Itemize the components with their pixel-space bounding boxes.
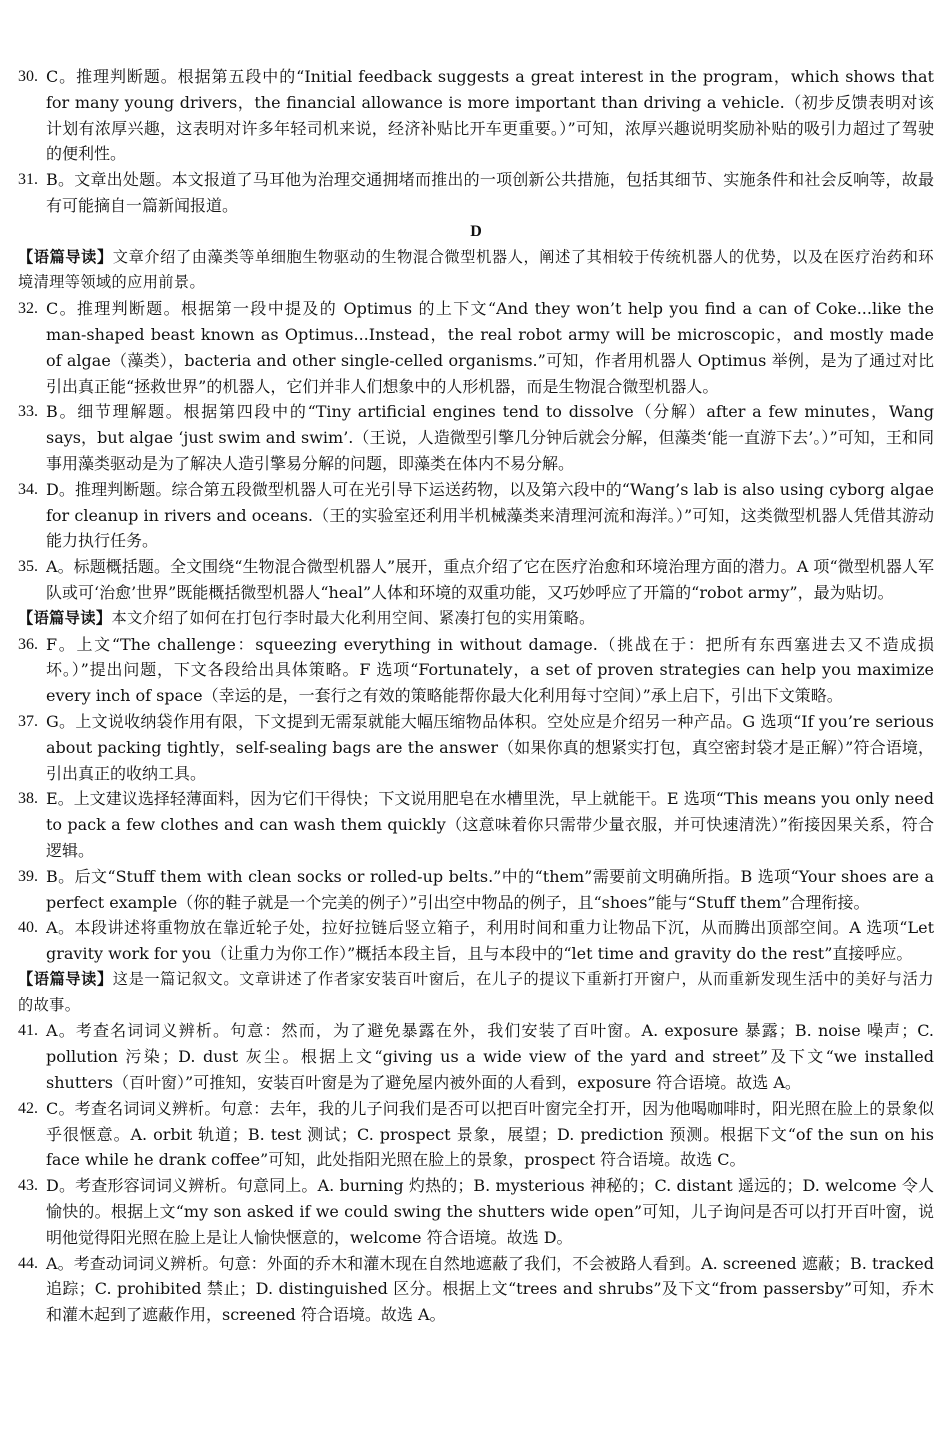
passage-guide-seven-choice [18,606,934,632]
answer-item-44 [18,1251,934,1328]
guide-text: 本文介绍了如何在打包行李时最大化利用空间、紧凑打包的实用策略。 [111,608,595,627]
item-text: E。上文建议选择轻薄面料，因为它们干得快；下文说用肥皂在水槽里洗，早上就能干。E 选项“This means you only need to pack a few clothes and can wash them quickly（这意味着你只需带少量衣服，并可快速清洗）”衔接因果关系，符合逻辑。 [46,789,934,860]
item-text: D。考查形容词词义辨析。句意同上。A. burning 灼热的；B. mysterious 神秘的；C. distant 遥远的；D. welcome 令人愉快的。根据上文“my son asked if we could swing the shutters wide open”可知，儿子询问是否可以打开百叶窗，说明他觉得阳光照在脸上是让人愉快惬意的，welcome 符合语境。故选 D。 [46,1176,934,1247]
answer-item-35 [18,554,934,606]
item-number: 31. [18,171,38,189]
item-number: 39. [18,867,38,885]
answer-item-36 [18,632,934,709]
item-text: G。上文说收纳袋作用有限，下文提到无需泵就能大幅压缩物品体积。空处应是介绍另一种产品。G 选项“If you’re serious about packing tightly，self-sealing bags are the answer（如果你真的想紧实打包，真空密封袋才是正解）”符合语境，引出真正的收纳工具。 [46,711,934,783]
item-number: 37. [18,712,38,730]
item-number: 33. [18,403,38,421]
guide-tag: 【语篇导读】 [18,969,113,988]
item-number: 40. [18,919,38,937]
answer-item-33 [18,399,934,476]
item-number: 36. [18,635,38,653]
item-number: 42. [18,1099,38,1117]
guide-text: 这是一篇记叙文。文章讲述了作者家安装百叶窗后，在儿子的提议下重新打开窗户，从而重新发现生活中的美好与活力的故事。 [18,969,934,1014]
item-number: 35. [18,558,38,576]
answer-item-43 [18,1173,934,1250]
item-number: 44. [18,1254,38,1272]
item-number: 32. [18,300,38,318]
section-title-d: D [470,222,482,240]
answer-item-40 [18,915,934,967]
guide-text: 文章介绍了由藻类等单细胞生物驱动的生物混合微型机器人，阐述了其相较于传统机器人的优势，以及在医疗治药和环境清理等领域的应用前景。 [18,247,934,292]
guide-tag: 【语篇导读】 [18,608,112,627]
item-text: D。推理判断题。综合第五段微型机器人可在光引导下运送药物，以及第六段中的“Wang’s lab is also using cyborg algae for cleanup in rivers and oceans.（王的实验室还利用半机械藻类来清理河流和海洋。）”可知，这类微型机器人凭借其游动能力执行任务。 [46,479,934,551]
answer-item-39 [18,864,934,916]
answer-item-34 [18,477,934,554]
item-text: A。本段讲述将重物放在靠近轮子处，拉好拉链后竖立箱子，利用时间和重力让物品下沉，从而腾出顶部空间。A 选项“Let gravity work for you（让重力为你工作）”概括本段主旨，且与本段中的“let time and gravity do the rest”直接呼应。 [46,918,934,964]
item-text: B。文章出处题。本文报道了马耳他为治理交通拥堵而推出的一项创新公共措施，包括其细节、实施条件和社会反响等，故最有可能摘自一篇新闻报道。 [46,170,934,215]
answer-item-30 [18,64,934,167]
answer-item-38 [18,786,934,863]
item-text: B。细节理解题。根据第四段中的“Tiny artificial engines tend to dissolve（分解）after a few minutes，Wang says，but algae ‘just swim and swim’.（王说，人造微型引擎几分钟后就会分解，但藻类‘能一直游下去’。）”可知，王和同事用藻类驱动是为了解决人造引擎易分解的问题，即藻类在体内不易分解。 [46,402,934,473]
item-text: F。上文“The challenge：squeezing everything in without damage.（挑战在于：把所有东西塞进去又不造成损坏。）”提出问题，下文各段给出具体策略。F 选项“Fortunately，a set of proven strategies can help you maximize every inch of space（幸运的是，一套行之有效的策略能帮你最大化利用每寸空间）”承上启下，引出下文策略。 [46,634,934,706]
answer-item-41 [18,1018,934,1095]
item-text: A。考查动词词义辨析。句意：外面的乔木和灌木现在自然地遮蔽了我们，不会被路人看到。A. screened 遮蔽；B. tracked 追踪；C. prohibited 禁止；D. distinguished 区分。根据上文“trees and shrubs”及下文“from passersby”可知，乔木和灌木起到了遮蔽作用，screened 符合语境。故选 A。 [46,1253,934,1325]
item-text: A。考查名词词义辨析。句意：然而，为了避免暴露在外，我们安装了百叶窗。A. exposure 暴露；B. noise 噪声；C. pollution 污染；D. dust 灰尘。根据上文“giving us a wide view of the yard and street”及下文“we installed shutters（百叶窗）”可推知，安装百叶窗是为了避免屋内被外面的人看到，exposure 符合语境。故选 A。 [46,1021,934,1093]
item-number: 38. [18,790,38,808]
guide-tag: 【语篇导读】 [18,247,113,266]
item-text: A。标题概括题。全文围绕“生物混合微型机器人”展开，重点介绍了它在医疗治愈和环境治理方面的潜力。A 项“微型机器人军队或可‘治愈’世界”既能概括微型机器人“heal”人体和环境的双重功能，又巧妙呼应了开篇的“robot army”，最为贴切。 [46,557,934,602]
answer-item-42 [18,1096,934,1173]
item-number: 41. [18,1022,38,1040]
item-number: 43. [18,1177,38,1195]
item-text: C。推理判断题。根据第五段中的“Initial feedback suggests a great interest in the program，which shows that for many young drivers，the financial allowance is more important than driving a vehicle.（初步反馈表明对该计划有浓厚兴趣，这表明对许多年轻司机来说，经济补贴比开车更重要。）”可知，浓厚兴趣说明奖励补贴的吸引力超过了驾驶的便利性。 [46,67,934,164]
answer-item-37 [18,709,934,786]
item-text: B。后文“Stuff them with clean socks or rolled-up belts.”中的“them”需要前文明确所指。B 选项“Your shoes are a perfect example（你的鞋子就是一个完美的例子）”引出空中物品的例子，且“shoes”能与“Stuff them”合理衔接。 [46,866,934,912]
item-number: 34. [18,480,38,498]
passage-guide-cloze [18,967,934,1019]
passage-guide-d [18,245,934,297]
answer-item-31 [18,167,934,219]
item-text: C。推理判断题。根据第一段中提及的 Optimus 的上下文“And they won’t help you find a can of Coke...like the man-shaped beast known as Optimus...Instead，the real robot army will be microscopic，and mostly made of algae（藻类），bacteria and other single-celled organisms.”可知，作者用机器人 Optimus 举例，是为了通过对比引出真正能“拯救世界”的机器人，它们并非人们想象中的人形机器，而是生物混合微型机器人。 [46,299,934,396]
item-text: C。考查名词词义辨析。句意：去年，我的儿子问我们是否可以把百叶窗完全打开，因为他喝咖啡时，阳光照在脸上的景象似乎很惬意。A. orbit 轨道；B. test 测试；C. prospect 景象，展望；D. prediction 预测。根据下文“of the sun on his face while he drank coffee”可知，此处指阳光照在脸上的景象，prospect 符合语境。故选 C。 [46,1098,934,1170]
answer-item-32 [18,296,934,399]
item-number: 30. [18,68,38,85]
